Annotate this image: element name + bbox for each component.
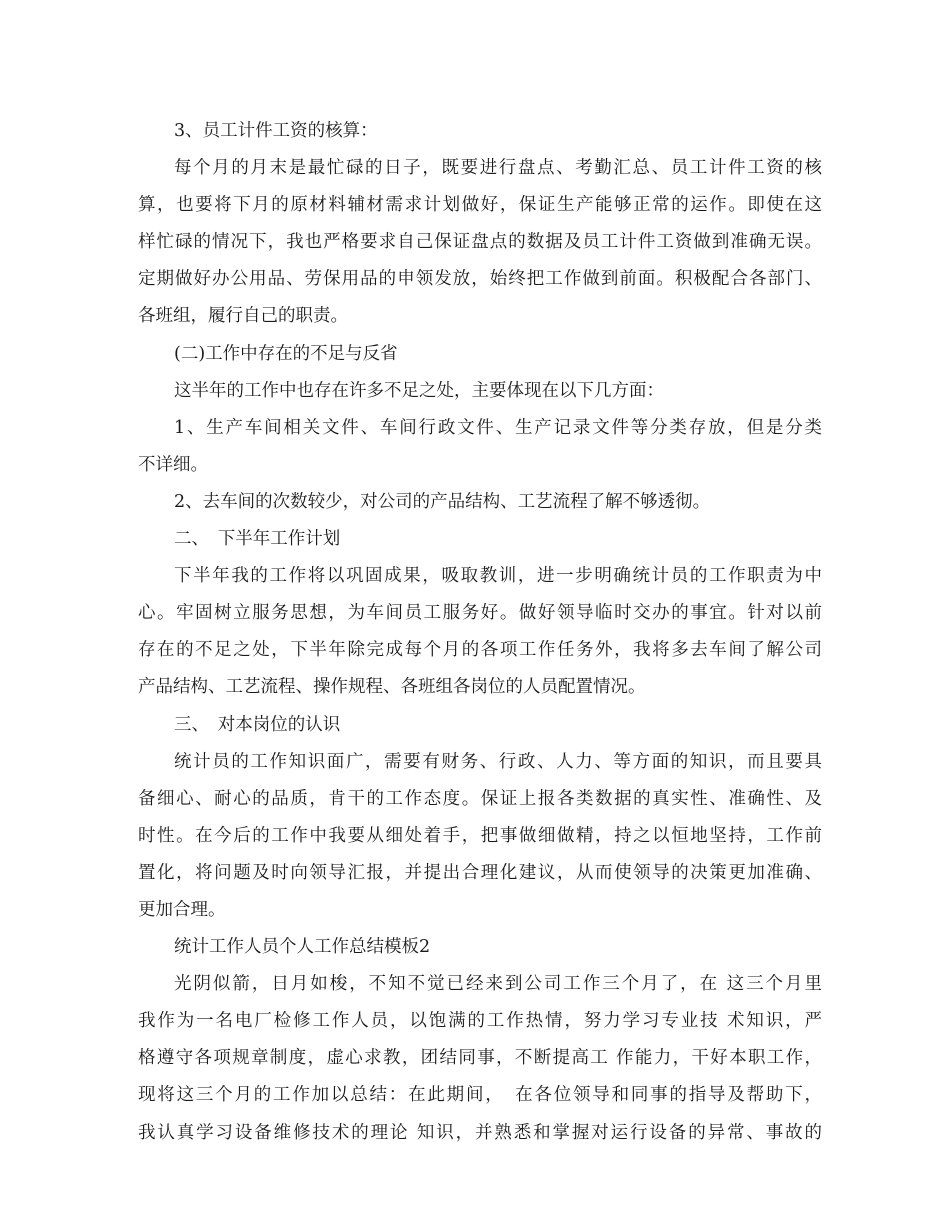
text-line: 心。牢固树立服务思想，为车间员工服务好。做好领导临时交办的事宜。针对以前 [138, 603, 822, 624]
text-line: (二)工作中存在的不足与反省 [174, 343, 398, 364]
text-line: 每个月的月末是最忙碌的日子，既要进行盘点、考勤汇总、员工计件工资的核 [174, 158, 822, 179]
text-line: 三、 对本岗位的认识 [174, 714, 341, 735]
text-line: 我认真学习设备维修技术的理论 知识，并熟悉和掌握对运行设备的异常、事故的 [138, 1122, 822, 1143]
text-line: 存在的不足之处，下半年除完成每个月的各项工作任务外，我将多去车间了解公司 [138, 640, 822, 661]
text-line: 3、员工计件工资的核算： [174, 121, 378, 141]
text-line: 现将这三个月的工作加以总结：在此期间， 在各位领导和同事的指导及帮助下， [138, 1085, 822, 1106]
text-line: 备细心、耐心的品质，肯干的工作态度。保证上报各类数据的真实性、准确性、及 [138, 788, 822, 809]
text-line: 时性。在今后的工作中我要从细处着手，把事做细做精，持之以恒地坚持，工作前 [138, 825, 822, 846]
text-line: 1、生产车间相关文件、车间行政文件、生产记录文件等分类存放，但是分类 [174, 417, 822, 438]
text-line: 下半年我的工作将以巩固成果，吸取教训，进一步明确统计员的工作职责为中 [174, 566, 822, 587]
text-line: 我作为一名电厂检修工作人员，以饱满的工作热情，努力学习专业技 术知识，严 [138, 1011, 822, 1032]
text-line: 格遵守各项规章制度，虚心求教，团结同事，不断提高工 作能力，干好本职工作， [138, 1048, 822, 1069]
text-line: 样忙碌的情况下，我也严格要求自己保证盘点的数据及员工计件工资做到准确无误。 [138, 232, 822, 253]
text-line: 二、 下半年工作计划 [174, 529, 341, 550]
text-line: 置化，将问题及时向领导汇报，并提出合理化建议，从而使领导的决策更加准确、 [138, 862, 822, 883]
text-line: 统计工作人员个人工作总结模板2 [174, 937, 431, 958]
text-line: 这半年的工作中也存在许多不足之处，主要体现在以下几方面： [174, 380, 664, 401]
text-line: 各班组，履行自己的职责。 [138, 306, 348, 327]
text-line: 不详细。 [138, 454, 208, 475]
text-line: 定期做好办公用品、劳保用品的申领发放，始终把工作做到前面。积极配合各部门、 [138, 269, 822, 290]
text-line: 算，也要将下月的原材料辅材需求计划做好，保证生产能够正常的运作。即使在这 [138, 195, 822, 216]
text-line: 2、去车间的次数较少，对公司的产品结构、工艺流程了解不够透彻。 [174, 491, 711, 512]
text-line: 光阴似箭，日月如梭，不知不觉已经来到公司工作三个月了，在 这三个月里 [174, 974, 822, 995]
document-body [138, 113, 822, 1152]
text-line: 统计员的工作知识面广，需要有财务、行政、人力、等方面的知识，而且要具 [174, 751, 822, 772]
text-line: 产品结构、工艺流程、操作规程、各班组各岗位的人员配置情况。 [138, 677, 646, 698]
text-line: 更加合理。 [138, 899, 226, 920]
